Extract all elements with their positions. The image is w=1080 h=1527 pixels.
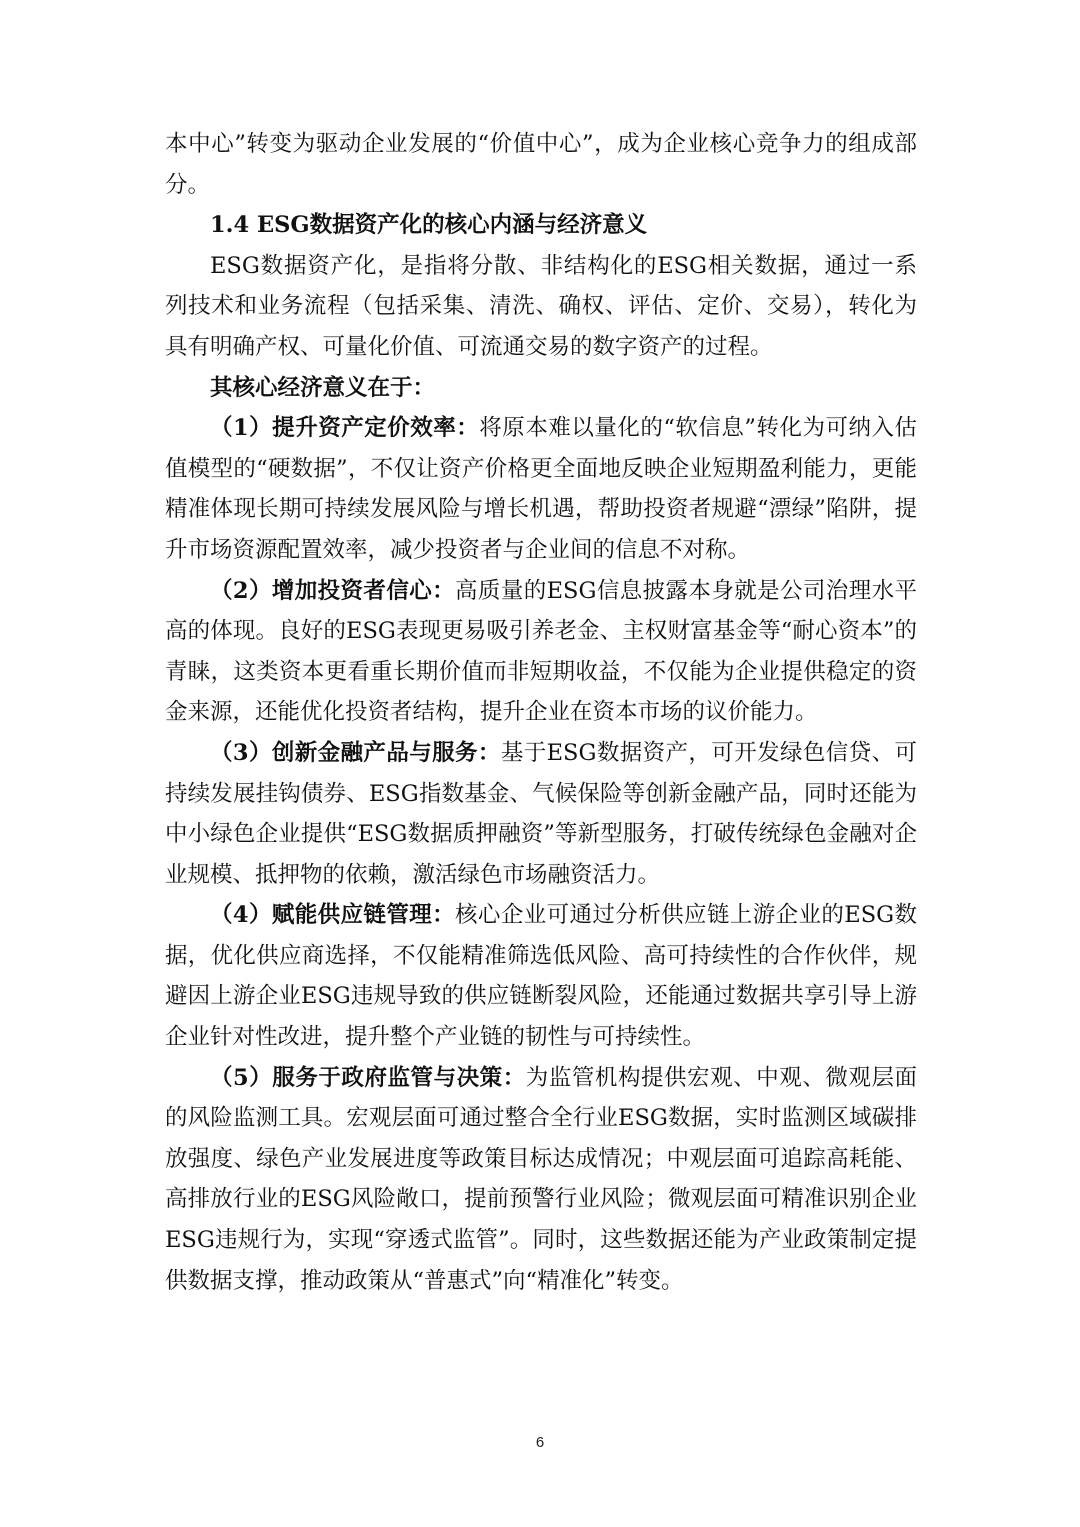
page-body <box>165 124 917 1301</box>
list-item-text: 高质量的ESG信息披露本身就是公司治理水平高的体现。良好的ESG表现更易吸引养老金、主权财富基金等“耐心资本”的青睐，这类资本更看重长期价值而非短期收益，不仅能为企业提供稳定的资金来源，还能优化投资者结构，提升企业在资本市场的议价能力。 <box>165 577 917 726</box>
list-item-lead: （1）提升资产定价效率： <box>210 415 480 442</box>
list-item <box>165 895 917 1057</box>
continuation-paragraph <box>165 124 917 205</box>
list-item <box>165 571 917 733</box>
list-item <box>165 408 917 570</box>
list-item-text: 为监管机构提供宏观、中观、微观层面的风险监测工具。宏观层面可通过整合全行业ESG数据，实时监测区域碳排放强度、绿色产业发展进度等政策目标达成情况；中观层面可追踪高耗能、高排放行业的ESG风险敞口，提前预警行业风险；微观层面可精准识别企业ESG违规行为，实现“穿透式监管”。同时，这些数据还能为产业政策制定提供数据支撑，推动政策从“普惠式”向“精准化”转变。 <box>165 1064 917 1294</box>
section-heading <box>165 205 917 246</box>
list-item-lead: （2）增加投资者信心： <box>210 577 456 604</box>
list-item <box>165 1058 917 1302</box>
list-item-lead: （4）赋能供应链管理： <box>210 902 456 929</box>
paragraph-text: 本中心”转变为驱动企业发展的“价值中心”，成为企业核心竞争力的组成部分。 <box>165 131 917 198</box>
paragraph-text: ESG数据资产化，是指将分散、非结构化的ESG相关数据，通过一系列技术和业务流程（包括采集、清洗、确权、评估、定价、交易），转化为具有明确产权、可量化价值、可流通交易的数字资产的过程。 <box>165 252 917 360</box>
page-number: 6 <box>535 1434 545 1451</box>
definition-paragraph <box>165 246 917 368</box>
list-item-lead: （5）服务于政府监管与决策： <box>210 1064 526 1091</box>
list-item-text: 将原本难以量化的“软信息”转化为可纳入估值模型的“硬数据”，不仅让资产价格更全面地反映企业短期盈利能力，更能精准体现长期可持续发展风险与增长机遇，帮助投资者规避“漂绿”陷阱，提升市场资源配置效率，减少投资者与企业间的信息不对称。 <box>165 415 918 563</box>
list-item <box>165 733 917 895</box>
list-item-lead: （3）创新金融产品与服务： <box>210 739 501 766</box>
section-heading-text: 1.4 ESG数据资产化的核心内涵与经济意义 <box>210 212 648 239</box>
list-item-text: 核心企业可通过分析供应链上游企业的ESG数据，优化供应商选择，不仅能精准筛选低风险、高可持续性的合作伙伴，规避因上游企业ESG违规导致的供应链断裂风险，还能通过数据共享引导上游企业针对性改进，提升整个产业链的韧性与可持续性。 <box>165 902 917 1051</box>
paragraph-text: 其核心经济意义在于： <box>210 374 436 401</box>
list-item-text: 基于ESG数据资产，可开发绿色信贷、可持续发展挂钩债券、ESG指数基金、气候保险等创新金融产品，同时还能为中小绿色企业提供“ESG数据质押融资”等新型服务，打破传统绿色金融对企业规模、抵押物的依赖，激活绿色市场融资活力。 <box>165 739 917 888</box>
significance-intro <box>165 368 917 409</box>
